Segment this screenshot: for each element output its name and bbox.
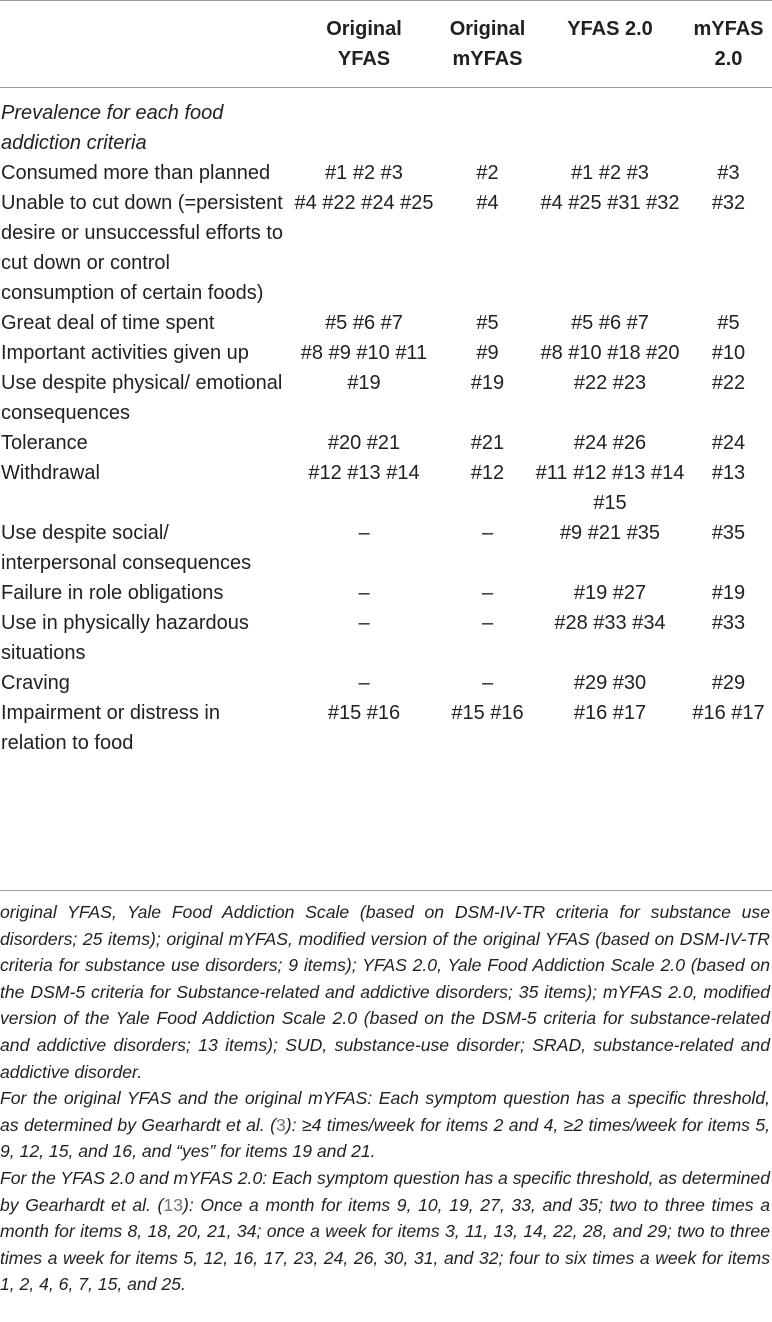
original-yfas-items: #20 #21 [327,432,401,454]
criterion-label: Withdrawal [1,462,100,484]
yfas-2-items: #1 #2 #3 [571,162,649,184]
criterion-label: Tolerance [1,432,88,454]
myfas-2-items: #33 [711,612,746,634]
myfas-2-items: #3 [717,162,740,184]
table-row [0,368,772,428]
yfas-2-items: #8 #10 #18 #20 [540,342,680,364]
reference-link[interactable]: 13 [163,1194,183,1215]
table-row [0,668,772,698]
yfas-2-items: #19 #27 [573,582,647,604]
table-row [0,308,772,338]
original-myfas-items: – [481,582,494,604]
table-row [0,188,772,308]
criterion-label: Consumed more than planned [1,162,271,184]
yfas-2-items: #29 #30 [573,672,647,694]
column-header-yfas-2: YFAS 2.0 [567,18,653,40]
criterion-label: Impairment or distress in relation to food [1,702,220,754]
original-myfas-items: – [481,672,494,694]
original-myfas-items: #21 [470,432,505,454]
criterion-label: Use despite physical/ emotional consequences [1,372,283,424]
table-row [0,698,772,758]
criterion-label: Craving [1,672,70,694]
column-header-criterion [0,0,288,88]
table-row [0,158,772,188]
myfas-2-items: #24 [711,432,746,454]
original-yfas-items: #8 #9 #10 #11 [300,342,428,364]
original-yfas-items: – [358,612,370,634]
criterion-label: Use in physically hazardous situations [1,612,249,664]
criterion-label: Unable to cut down (=persistent desire or unsuccessful efforts to cut down or control consumption of certain foods) [1,192,283,304]
table-row [0,338,772,368]
myfas-2-items: #10 [711,342,746,364]
yfas-2-items: #11 #12 #13 #14 #15 [535,462,685,514]
original-myfas-items: #4 [476,192,499,214]
yfas-2-items: #5 #6 #7 [571,312,649,334]
table-row [0,458,772,518]
yfas-2-items: #16 #17 [573,702,647,724]
table-row [0,428,772,458]
myfas-2-items: #5 [717,312,740,334]
column-header-myfas-2: mYFAS 2.0 [693,18,764,70]
yfas-2-items: #24 #26 [573,432,647,454]
original-yfas-items: #12 #13 #14 [308,462,420,484]
original-yfas-items: #15 #16 [327,702,401,724]
myfas-2-items: #13 [711,462,746,484]
table-row [0,608,772,668]
original-yfas-items: – [358,582,370,604]
original-myfas-items: #15 #16 [451,702,524,724]
yfas-2-items: #28 #33 #34 [554,612,666,634]
original-myfas-items: #5 [476,312,499,334]
original-yfas-items: #4 #22 #24 #25 [294,192,434,214]
original-yfas-items: #5 #6 #7 [325,312,403,334]
criterion-label: Use despite social/ interpersonal consequences [1,522,252,574]
original-myfas-items: #9 [476,342,499,364]
column-header-original-yfas: Original YFAS [326,18,402,70]
original-myfas-items: #2 [476,162,499,184]
abbreviations-note: original YFAS, Yale Food Addiction Scale (based on DSM-IV-TR criteria for substance use disorders; 25 items); original mYFAS, modified version of the original YFAS (based on DSM-IV-TR criteria for substance use disorders; 9 items); YFAS 2.0, Yale Food Addiction Scale 2.0 (based on the DSM-5 criteria for Substance-related and addictive disorders; 35 items); mYFAS 2.0, modified version of the Yale Food Addiction Scale 2.0 (based on the DSM-5 criteria for substance-related and addictive disorders; 13 items); SUD, substance-use disorder; SRAD, substance-related and addictive disorder. [0,902,770,1082]
table-bottom-rule [0,890,772,891]
myfas-2-items: #32 [711,192,746,214]
section-title: Prevalence for each food addiction criteria [1,102,224,154]
myfas-2-items: #35 [711,522,746,544]
yfas-2-items: #22 #23 [573,372,647,394]
table-row [0,518,772,578]
original-threshold-note: For the original YFAS and the original mYFAS: Each symptom question has a specific threshold, as determined by Gearhardt et al. (3): ≥4 times/week for items 2 and 4, ≥2 times/week for items 5, 9, 12, 15, and 16, and “yes” for items 19 and 21. [0,1088,770,1162]
original-myfas-items: – [481,612,494,634]
myfas-2-items: #16 #17 [692,702,765,724]
section-row [0,98,772,158]
original-myfas-items: #19 [470,372,505,394]
criterion-label: Important activities given up [1,342,249,364]
myfas-2-items: #22 [711,372,746,394]
criterion-label: Failure in role obligations [1,582,224,604]
original-myfas-items: #12 [470,462,505,484]
original-yfas-items: – [358,522,370,544]
original-yfas-items: – [358,672,370,694]
table-row [0,578,772,608]
table-footnotes [0,899,770,1298]
original-yfas-items: #1 #2 #3 [325,162,403,184]
original-myfas-items: – [481,522,494,544]
yfas-2-items: #4 #25 #31 #32 [540,192,680,214]
v2-threshold-note: For the YFAS 2.0 and mYFAS 2.0: Each symptom question has a specific threshold, as determined by Gearhardt et al. (13): Once a month for items 9, 10, 19, 27, 33, and 35; two to three times a month for items 8, 18, 20, 21, 34; once a week for items 3, 11, 13, 14, 22, 28, and 29; two to three times a week for items 5, 12, 16, 17, 23, 24, 26, 30, 31, and 32; four to six times a week for items 1, 2, 4, 6, 7, 15, and 25. [0,1167,770,1295]
myfas-2-items: #19 [711,582,746,604]
original-yfas-items: #19 [347,372,381,394]
myfas-2-items: #29 [711,672,746,694]
criterion-label: Great deal of time spent [1,312,215,334]
column-header-original-myfas: Original mYFAS [449,18,526,70]
header-row [0,0,772,88]
reference-link[interactable]: 3 [276,1114,286,1135]
yfas-2-items: #9 #21 #35 [559,522,661,544]
